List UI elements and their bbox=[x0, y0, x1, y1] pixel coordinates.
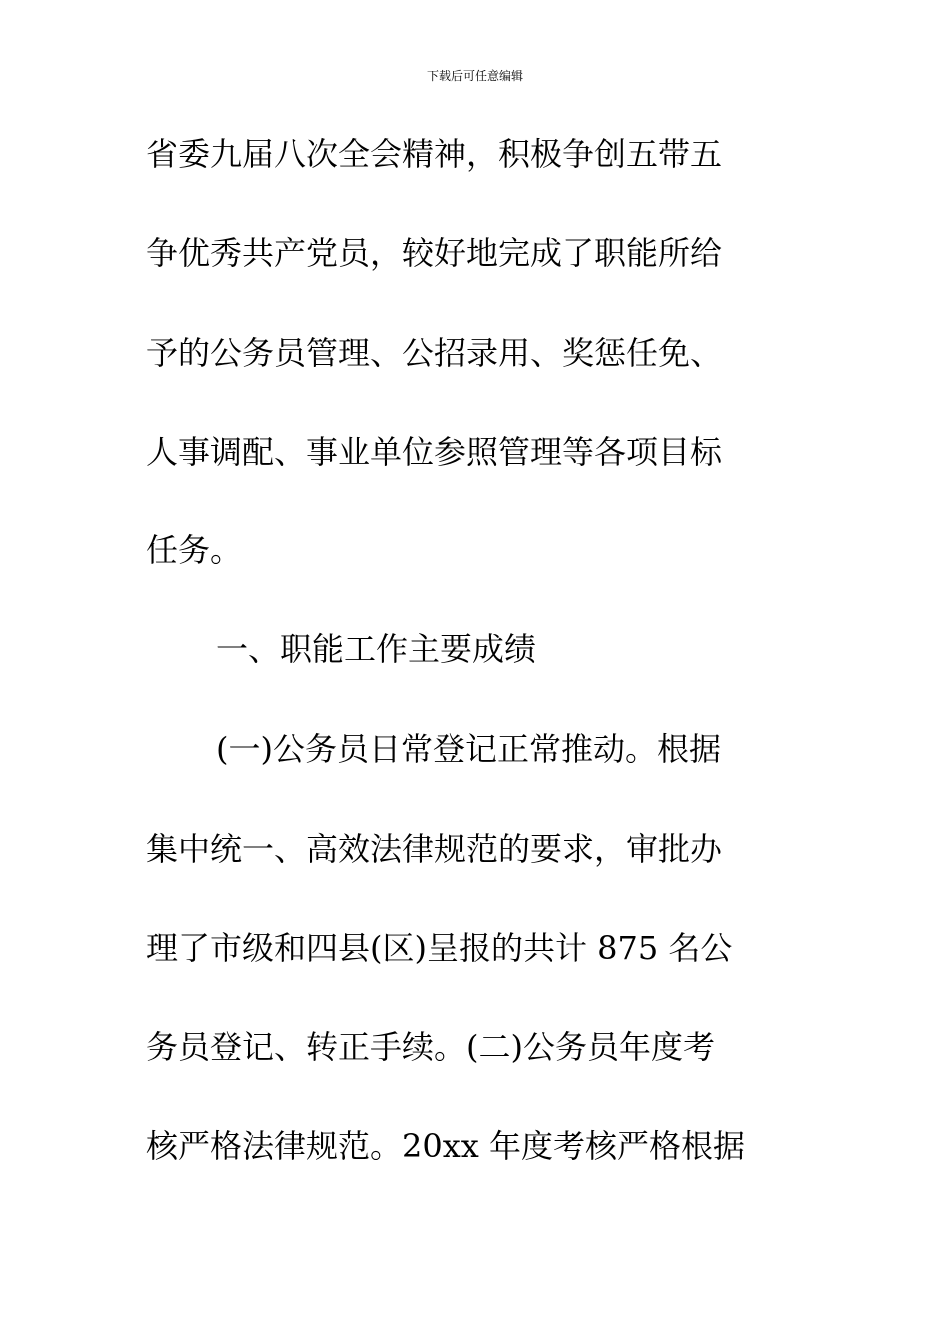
body-line: 务员登记、转正手续。(二)公务员年度考 bbox=[146, 1028, 715, 1066]
body-line: 省委九届八次全会精神，积极争创五带五 bbox=[146, 135, 723, 173]
body-line: 集中统一、高效法律规范的要求，审批办 bbox=[146, 830, 723, 868]
body-line: 人事调配、事业单位参照管理等各项目标 bbox=[146, 433, 723, 471]
body-line: 争优秀共产党员，较好地完成了职能所给 bbox=[146, 234, 723, 272]
body-line: 核严格法律规范。20xx 年度考核严格根据 bbox=[146, 1127, 745, 1165]
section-heading: 一、职能工作主要成绩 bbox=[216, 630, 537, 668]
subsection-line: (一)公务员日常登记正常推动。根据 bbox=[216, 730, 721, 768]
body-line: 任务。 bbox=[146, 531, 243, 569]
page-header: 下载后可任意编辑 bbox=[426, 69, 523, 83]
body-line: 理了市级和四县(区)呈报的共计 875 名公 bbox=[146, 929, 733, 967]
body-line: 予的公务员管理、公招录用、奖惩任免、 bbox=[146, 334, 723, 372]
